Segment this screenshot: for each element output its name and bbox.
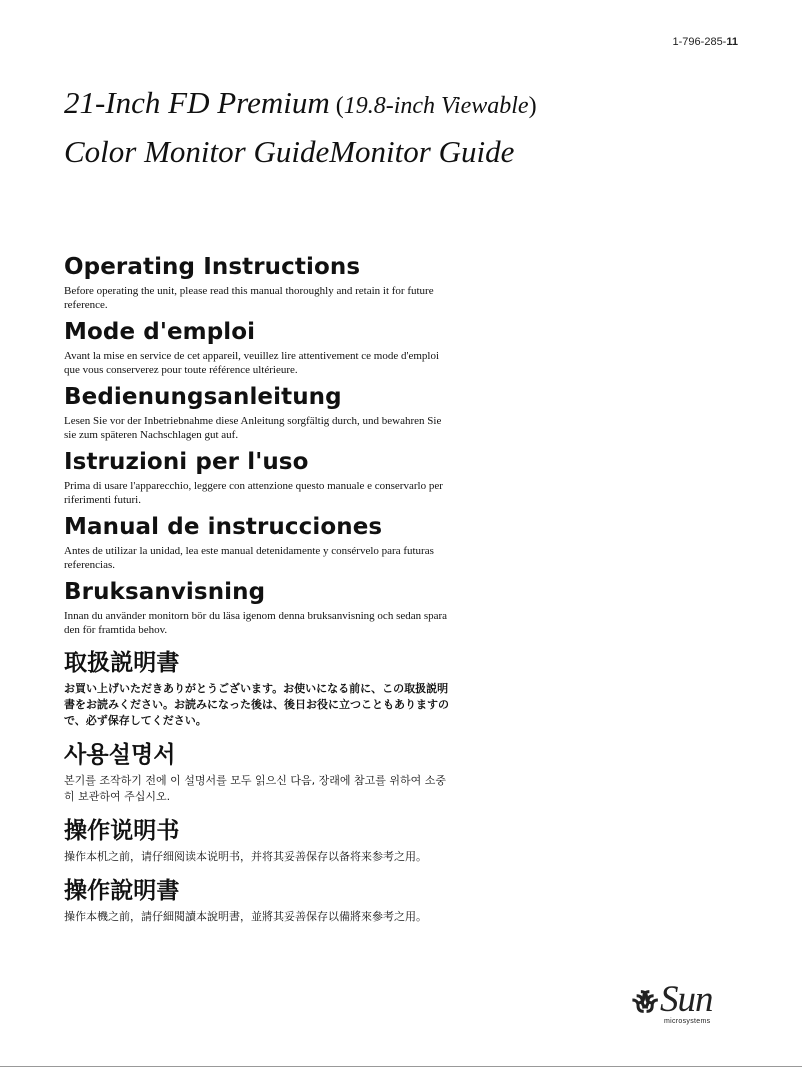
document-title — [64, 80, 537, 175]
section-korean — [64, 739, 454, 805]
section-text: Innan du använder monitorn bör du läsa igenom denna bruksanvisning och sedan spara den för framtida behov. — [64, 610, 448, 636]
section-heading: Operating Instructions — [64, 254, 361, 280]
section-heading: Istruzioni per l'uso — [64, 449, 309, 475]
part-number — [673, 36, 738, 48]
section-chinese-traditional — [64, 875, 454, 925]
sun-diamond-icon — [626, 988, 660, 1022]
section-heading: 操作说明书 — [64, 818, 180, 844]
section-spanish — [64, 512, 454, 572]
part-number-prefix: 1-796-285- — [672, 36, 727, 48]
title-line2: Color Monitor GuideMonitor Guide — [64, 134, 515, 169]
section-italian — [64, 447, 454, 507]
section-heading: 取扱説明書 — [64, 650, 180, 676]
section-text: 본기를 조작하기 전에 이 설명서를 모두 읽으신 다음, 장래에 참고를 위하여 소중히 보관하여 주십시오. — [64, 774, 446, 803]
title-paren-close: ) — [528, 93, 537, 119]
section-text: Lesen Sie vor der Inbetriebnahme diese Anleitung sorgfältig durch, und bewahren Sie sie zum späteren Nachschlagen gut auf. — [64, 415, 442, 441]
section-heading: Manual de instrucciones — [64, 514, 383, 540]
section-text: Antes de utilizar la unidad, lea este manual detenidamente y consérvelo para futuras referencias. — [64, 545, 434, 571]
section-text: Before operating the unit, please read this manual thoroughly and retain it for future reference. — [64, 285, 434, 311]
section-chinese-simplified — [64, 815, 454, 865]
sun-microsystems-logo — [626, 979, 726, 1032]
section-text: 操作本機之前，請仔細閱讀本說明書，並將其妥善保存以備將來參考之用。 — [64, 910, 427, 923]
section-heading: Bruksanvisning — [64, 579, 266, 605]
part-number-suffix: 11 — [726, 36, 738, 48]
logo-word: Sun — [660, 979, 713, 1020]
section-german — [64, 382, 454, 442]
title-line1-sub: 19.8-inch Viewable — [343, 93, 529, 119]
section-english — [64, 252, 454, 312]
bottom-divider — [0, 1066, 802, 1067]
logo-subtext: microsystems — [664, 1018, 711, 1025]
section-text: お買い上げいただきありがとうございます。お使いになる前に、この取扱説明書をお読みください。お読みになった後は、後日お役に立つこともありますので、必ず保存してください。 — [64, 682, 449, 727]
section-swedish — [64, 577, 454, 637]
language-sections — [64, 252, 454, 930]
section-heading: Mode d'emploi — [64, 319, 256, 345]
section-japanese — [64, 647, 454, 729]
section-heading: 操作說明書 — [64, 878, 180, 904]
section-text: Avant la mise en service de cet appareil, veuillez lire attentivement ce mode d'emploi que vous conserverez pour toute référence ultérieure. — [64, 350, 440, 376]
section-heading: 사용설명서 — [64, 742, 176, 768]
title-paren-open: ( — [329, 93, 344, 119]
title-line1-main: 21-Inch FD Premium — [64, 85, 330, 120]
section-text: 操作本机之前，请仔细阅读本说明书，并将其妥善保存以备将来参考之用。 — [64, 850, 427, 863]
section-heading: Bedienungsanleitung — [64, 384, 342, 410]
section-french — [64, 317, 454, 377]
section-text: Prima di usare l'apparecchio, leggere con attenzione questo manuale e conservarlo per riferimenti futuri. — [64, 480, 443, 506]
